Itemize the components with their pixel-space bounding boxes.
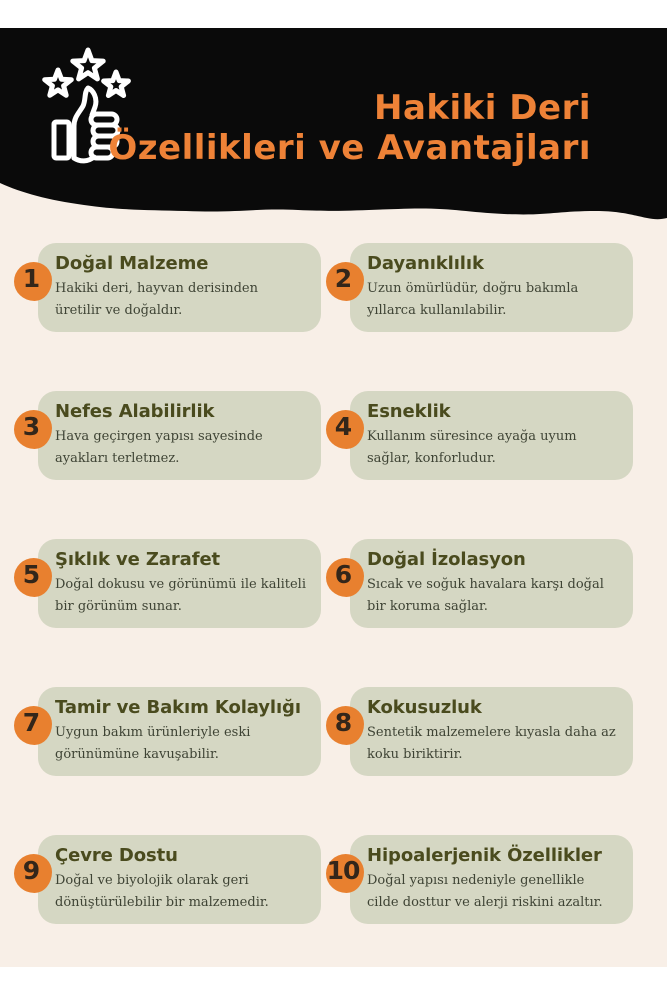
feature-description: Uzun ömürlüdür, doğru bakımla yıllarca kullanılabilir.: [367, 281, 579, 318]
feature-number: 6: [334, 560, 352, 589]
feature-number-badge: [14, 558, 52, 597]
feature-number: 8: [334, 708, 352, 737]
feature-number-badge: [326, 854, 364, 893]
feature-title: Tamir ve Bakım Kolaylığı: [55, 697, 301, 718]
feature-title: Nefes Alabilirlik: [55, 401, 215, 422]
feature-card-4: [334, 391, 633, 480]
feature-card-6: [334, 539, 633, 628]
feature-number: 7: [22, 708, 40, 737]
features-grid: [22, 243, 633, 924]
feature-card-10: [326, 835, 633, 924]
page-title-line1: Hakiki Deri: [374, 88, 591, 128]
feature-title: Esneklik: [367, 401, 451, 422]
feature-number-badge: [14, 854, 52, 893]
feature-description: Sıcak ve soğuk havalara karşı doğal bir koruma sağlar.: [367, 577, 604, 614]
feature-card-5: [22, 539, 321, 628]
feature-number-badge: [326, 262, 364, 301]
feature-number: 10: [326, 856, 360, 885]
feature-title: Dayanıklılık: [367, 253, 484, 274]
feature-description: Uygun bakım ürünleriyle eski görünümüne kavuşabilir.: [55, 725, 251, 762]
feature-number: 2: [334, 264, 352, 293]
feature-number-badge: [326, 706, 364, 745]
thumb-cuff: [54, 122, 69, 158]
feature-number: 3: [22, 412, 40, 441]
feature-description: Doğal ve biyolojik olarak geri dönüştürülebilir bir malzemedir.: [55, 873, 269, 910]
star-icon: [73, 50, 103, 79]
feature-title: Hipoalerjenik Özellikler: [367, 845, 602, 866]
feature-number-badge: [14, 706, 52, 745]
feature-number-badge: [14, 262, 52, 301]
feature-number-badge: [14, 410, 52, 449]
feature-number-badge: [326, 410, 364, 449]
feature-number: 4: [334, 412, 352, 441]
feature-card-8: [334, 687, 633, 776]
feature-number-badge: [326, 558, 364, 597]
feature-description: Doğal dokusu ve görünümü ile kaliteli bir görünüm sunar.: [55, 577, 306, 614]
feature-title: Doğal İzolasyon: [367, 549, 526, 570]
feature-description: Doğal yapısı nedeniyle genellikle cilde dosttur ve alerji riskini azaltır.: [367, 873, 603, 910]
feature-number: 5: [22, 560, 40, 589]
star-icon: [45, 70, 72, 95]
feature-number: 1: [22, 264, 40, 293]
feature-number: 9: [22, 856, 40, 885]
feature-card-7: [22, 687, 321, 776]
feature-title: Doğal Malzeme: [55, 253, 209, 274]
feature-description: Kullanım süresince ayağa uyum sağlar, konforludur.: [367, 429, 577, 466]
feature-title: Kokusuzluk: [367, 697, 482, 718]
feature-description: Sentetik malzemelere kıyasla daha az koku biriktirir.: [367, 725, 616, 762]
feature-card-9: [22, 835, 321, 924]
feature-description: Hakiki deri, hayvan derisinden üretilir ve doğaldır.: [55, 281, 258, 318]
page-title-line2: Özellikleri ve Avantajları: [108, 128, 591, 168]
page-title: [108, 88, 591, 168]
feature-title: Çevre Dostu: [55, 845, 178, 866]
feature-card-1: [22, 243, 321, 332]
header-banner: [0, 0, 667, 230]
feature-description: Hava geçirgen yapısı sayesinde ayakları terletmez.: [55, 429, 263, 466]
feature-card-2: [334, 243, 633, 332]
feature-title: Şıklık ve Zarafet: [55, 549, 221, 570]
feature-card-3: [22, 391, 321, 480]
